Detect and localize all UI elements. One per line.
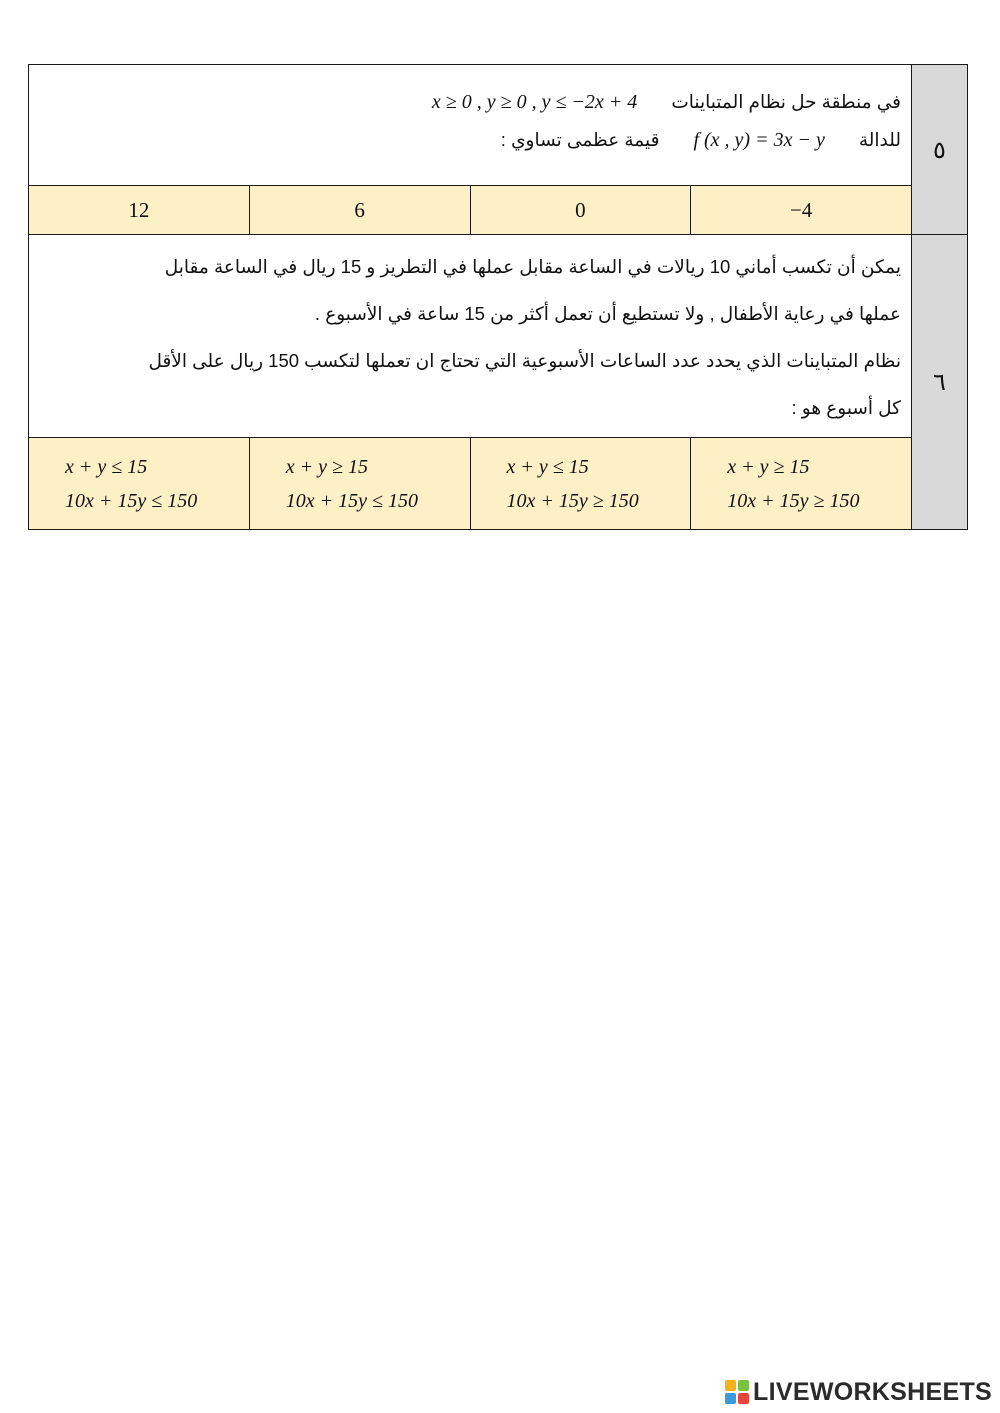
question-body bbox=[29, 235, 911, 529]
stem-text: في منطقة حل نظام المتباينات bbox=[671, 91, 901, 112]
brand-name: LIVEWORKSHEETS bbox=[753, 1377, 992, 1406]
brand-logo[interactable] bbox=[725, 1376, 992, 1408]
question-row bbox=[29, 235, 967, 529]
stem-line: نظام المتباينات الذي يحدد عدد الساعات الأسبوعية التي تحتاج ان تعملها لتكسب 150 ريال على الأقل bbox=[148, 350, 901, 371]
question-stem bbox=[29, 65, 911, 185]
option-inequality: 10x + 15y ≥ 150 bbox=[727, 490, 860, 512]
stem-line bbox=[39, 121, 901, 159]
inequality-system: x ≥ 0 , y ≥ 0 , y ≤ −2x + 4 bbox=[431, 91, 638, 113]
stem-line: كل أسبوع هو : bbox=[791, 397, 901, 418]
question-number: ٦ bbox=[911, 235, 967, 529]
question-stem bbox=[29, 235, 911, 437]
option-inequality: x + y ≥ 15 bbox=[285, 456, 368, 478]
stem-text: للدالة bbox=[858, 129, 901, 150]
answer-option[interactable]: 12 bbox=[128, 197, 150, 222]
question-body bbox=[29, 65, 911, 234]
option-inequality: x + y ≤ 15 bbox=[65, 456, 148, 478]
answer-option[interactable] bbox=[690, 438, 911, 529]
option-inequality: x + y ≤ 15 bbox=[506, 456, 589, 478]
logo-square bbox=[725, 1380, 736, 1391]
stem-text: قيمة عظمى تساوي : bbox=[500, 129, 660, 150]
objective-function: f (x , y) = 3x − y bbox=[693, 129, 825, 151]
logo-square bbox=[725, 1393, 736, 1404]
answer-option[interactable]: 6 bbox=[249, 186, 470, 234]
option-inequality: 10x + 15y ≥ 150 bbox=[506, 490, 639, 512]
logo-square bbox=[738, 1393, 749, 1404]
answer-option[interactable]: 0 bbox=[470, 186, 691, 234]
answer-options bbox=[29, 437, 911, 529]
option-inequality: 10x + 15y ≤ 150 bbox=[65, 490, 198, 512]
answer-option[interactable] bbox=[249, 438, 470, 529]
question-row bbox=[29, 65, 967, 235]
option-inequality: 10x + 15y ≤ 150 bbox=[285, 490, 418, 512]
answer-option[interactable]: −4 bbox=[690, 186, 911, 234]
option-inequality: x + y ≥ 15 bbox=[727, 456, 810, 478]
stem-line: يمكن أن تكسب أماني 10 ريالات في الساعة مقابل عملها في التطريز و 15 ريال في الساعة مقابل bbox=[164, 256, 901, 277]
stem-line bbox=[39, 83, 901, 121]
question-number: ٥ bbox=[911, 65, 967, 234]
logo-square bbox=[738, 1380, 749, 1391]
answer-option[interactable] bbox=[470, 438, 691, 529]
stem-line: عملها في رعاية الأطفال , ولا تستطيع أن تعمل أكثر من 15 ساعة في الأسبوع . bbox=[314, 303, 901, 324]
worksheet-table bbox=[28, 64, 968, 530]
answer-options bbox=[29, 185, 911, 234]
liveworksheets-logo-icon bbox=[725, 1380, 749, 1404]
answer-option[interactable] bbox=[29, 438, 249, 529]
